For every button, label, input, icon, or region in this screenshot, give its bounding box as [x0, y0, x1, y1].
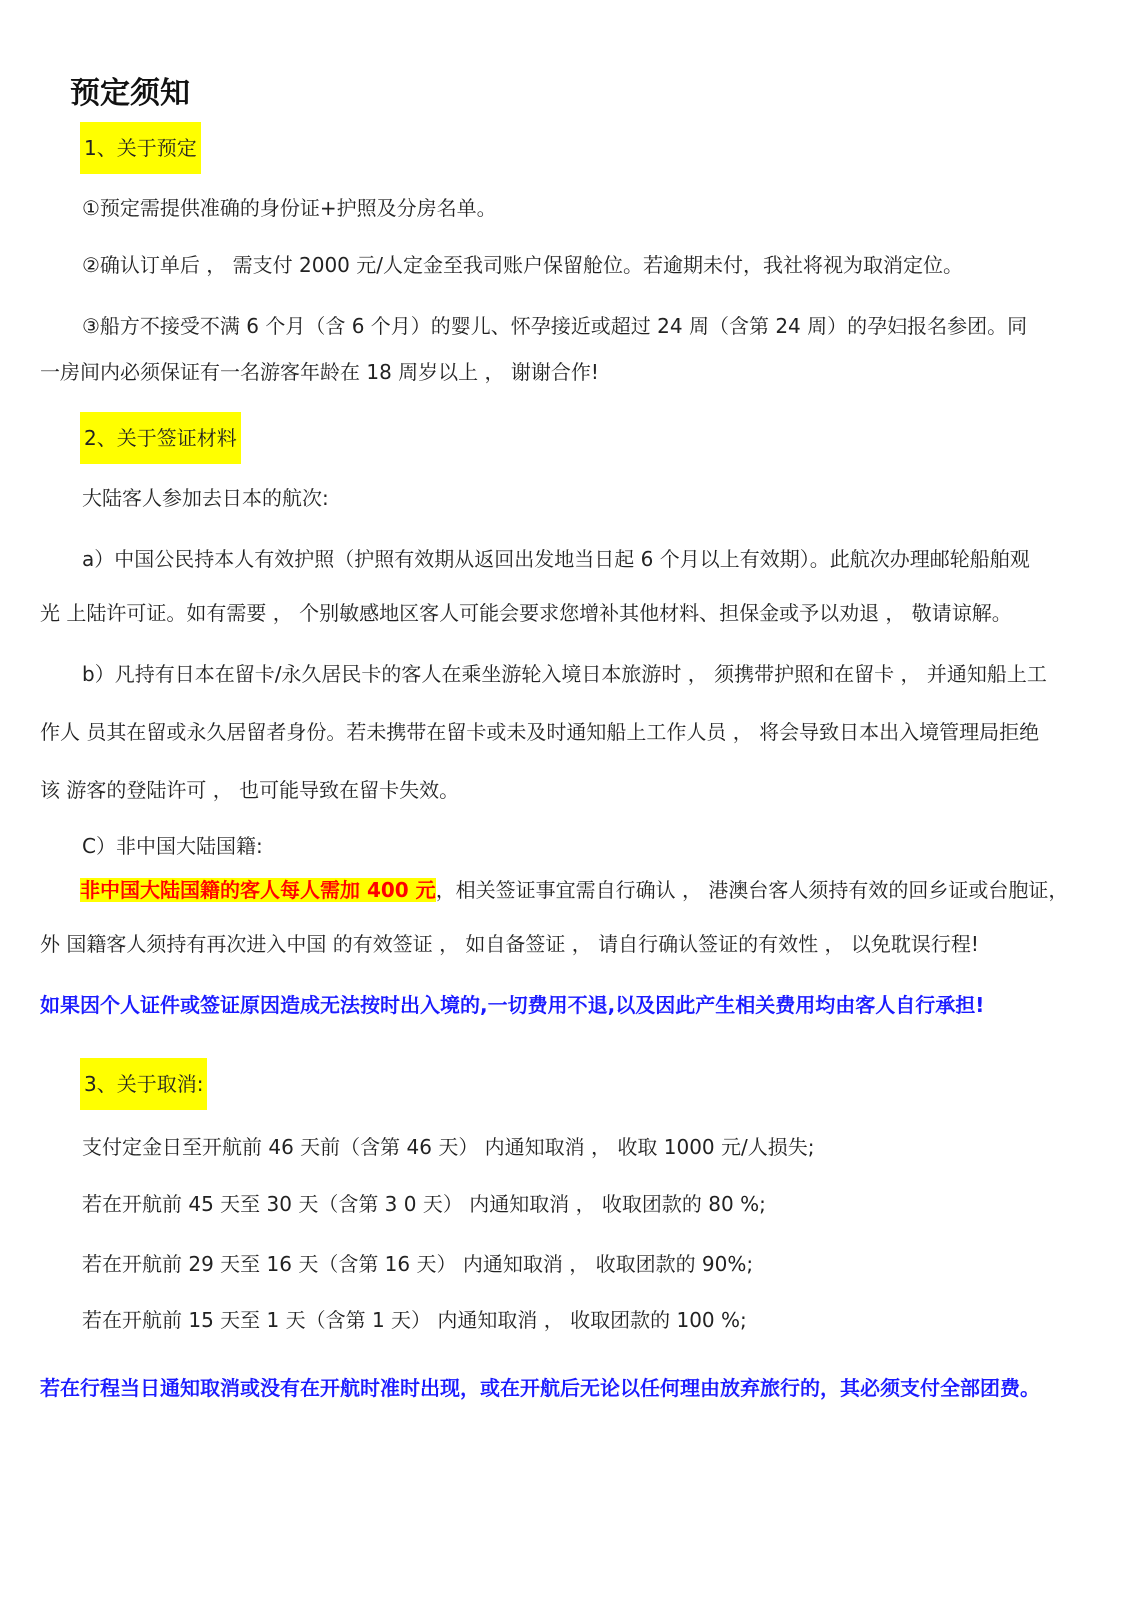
section1-p1: ①预定需提供准确的身份证+护照及分房名单。: [82, 196, 497, 220]
section2-b-line3: 该 游客的登陆许可 ， 也可能导致在留卡失效。: [40, 778, 460, 802]
section2-b-line2: 作人 员其在留或永久居留者身份。若未携带在留卡或未及时通知船上工作人员 ， 将会导致日本出入境管理局拒绝: [40, 720, 1040, 744]
section2-c-rest: ，相关签证事宜需自行确认 ， 港澳台客人须持有效的回乡证或台胞证，: [435, 878, 1069, 902]
section2-b-line1: b）凡持有日本在留卡/永久居民卡的客人在乘坐游轮入境日本旅游时 ， 须携带护照和在留卡 ， 并通知船上工: [82, 662, 1047, 686]
section2-a-line1: a）中国公民持本人有效护照（护照有效期从返回出发地当日起 6 个月以上有效期）。此航次办理邮轮船舶观: [82, 547, 1030, 571]
section2-intro: 大陆客人参加去日本的航次:: [82, 486, 329, 510]
cancel-rule-4: 若在开航前 15 天至 1 天（含第 1 天） 内通知取消 ， 收取团款的 100 %;: [82, 1308, 747, 1332]
section1-heading: 1、关于预定: [80, 122, 201, 174]
section3-heading: 3、关于取消:: [80, 1058, 207, 1110]
section2-c-line1: [80, 876, 1068, 904]
section1-p2: ②确认订单后 ， 需支付 2000 元/人定金至我司账户保留舱位。若逾期未付，我社将视为取消定位。: [82, 253, 963, 277]
section1-p3-line2: 一房间内必须保证有一名游客年龄在 18 周岁以上 ， 谢谢合作!: [40, 360, 599, 384]
section2-c-heading: C）非中国大陆国籍:: [82, 834, 263, 858]
cancel-rule-1: 支付定金日至开航前 46 天前（含第 46 天） 内通知取消 ， 收取 1000 元/人损失;: [82, 1135, 815, 1159]
cancel-rule-2: 若在开航前 45 天至 30 天（含第 3 0 天） 内通知取消 ， 收取团款的 80 %;: [82, 1192, 766, 1216]
page-title: 预定须知: [70, 76, 190, 111]
section2-heading: 2、关于签证材料: [80, 412, 241, 464]
section2-a-line2: 光 上陆许可证。如有需要 ， 个别敏感地区客人可能会要求您增补其他材料、担保金或予以劝退 ， 敬请谅解。: [40, 601, 1012, 625]
surcharge-highlight: 非中国大陆国籍的客人每人需加 400 元: [80, 878, 436, 902]
section2-c-line2: 外 国籍客人须持有再次进入中国 的有效签证 ， 如自备签证 ， 请自行确认签证的有效性 ， 以免耽误行程!: [40, 932, 979, 956]
section3-blue-note: 若在行程当日通知取消或没有在开航时准时出现，或在开航后无论以任何理由放弃旅行的，其必须支付全部团费。: [40, 1376, 1040, 1400]
section1-p3-line1: ③船方不接受不满 6 个月（含 6 个月）的婴儿、怀孕接近或超过 24 周（含第 24 周）的孕妇报名参团。同: [82, 314, 1028, 338]
cancel-rule-3: 若在开航前 29 天至 16 天（含第 16 天） 内通知取消 ， 收取团款的 90%;: [82, 1252, 754, 1276]
section2-blue-note: 如果因个人证件或签证原因造成无法按时出入境的,一切费用不退,以及因此产生相关费用均由客人自行承担!: [40, 993, 985, 1017]
